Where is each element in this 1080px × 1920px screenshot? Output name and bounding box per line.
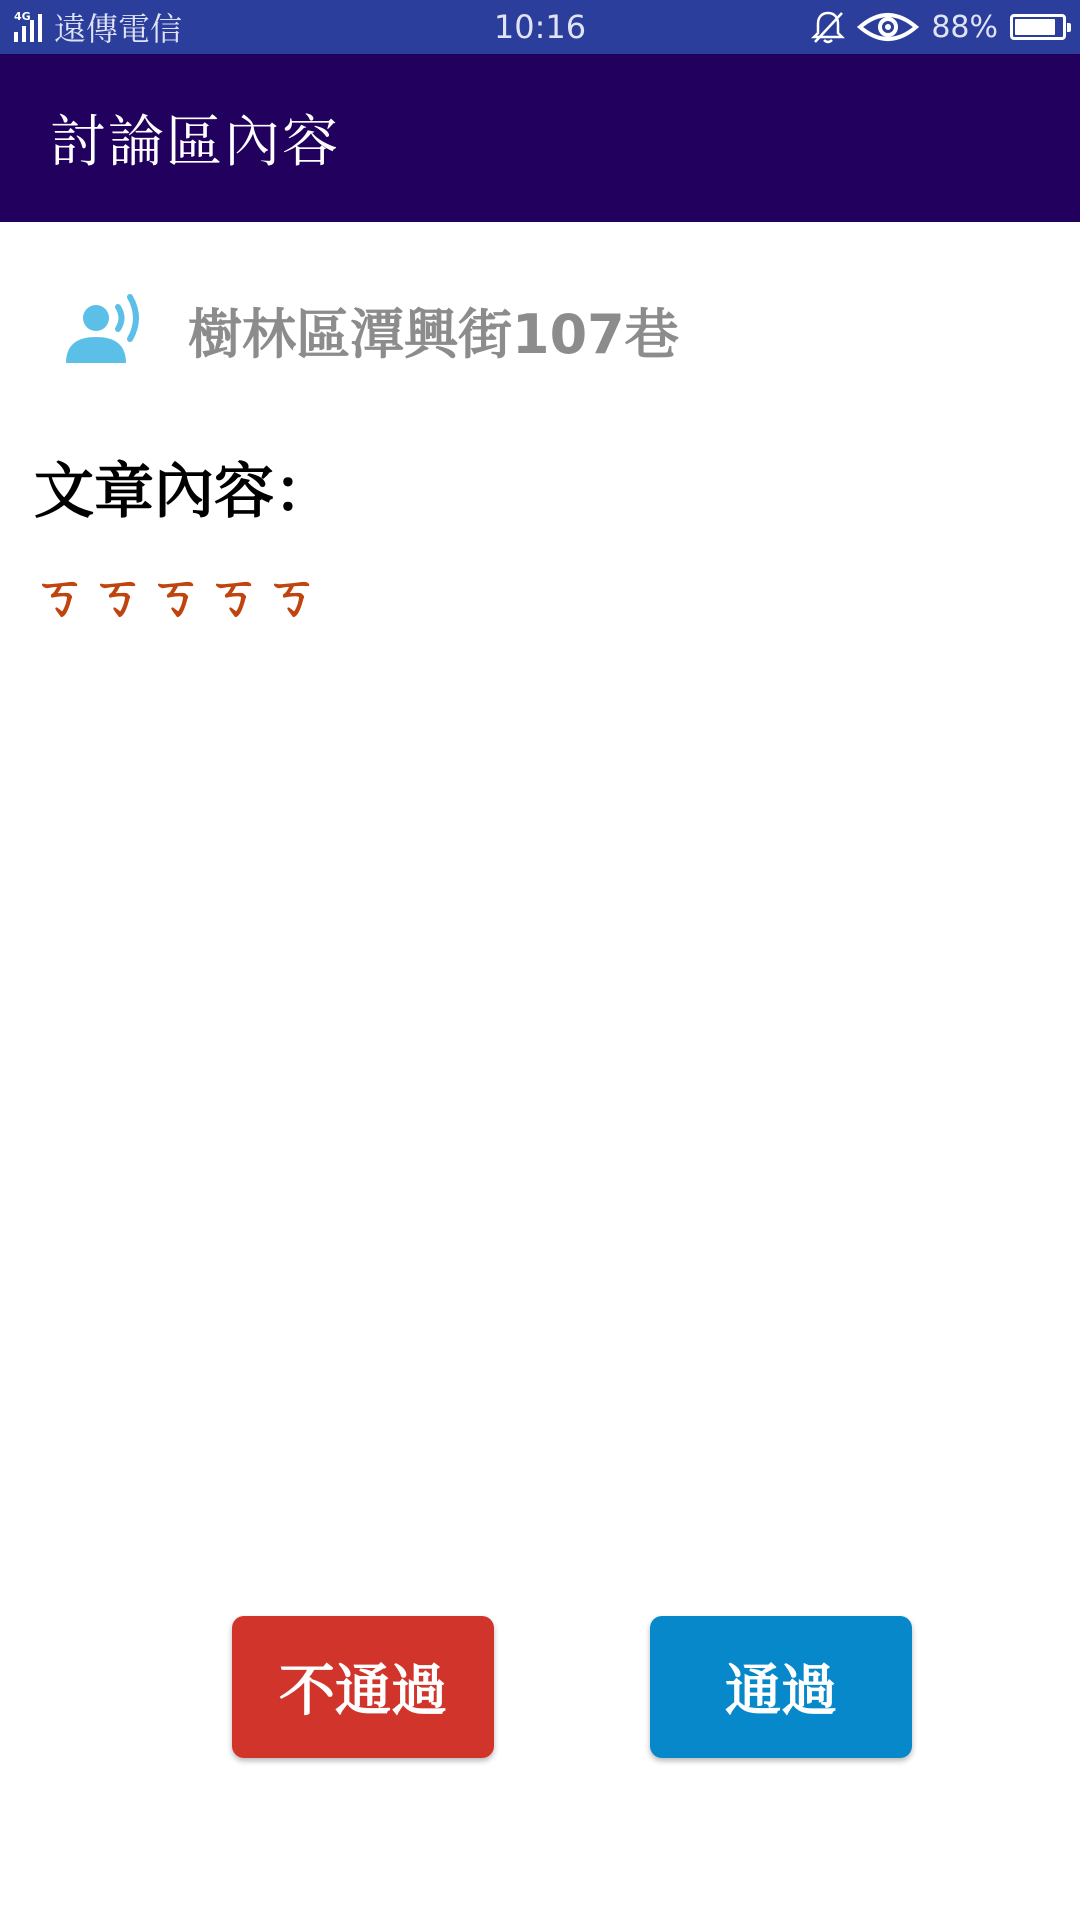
bell-off-icon [811,9,845,45]
status-bar-left [0,0,182,54]
battery-icon [1010,14,1066,40]
reject-button[interactable]: 不通過 [232,1616,494,1758]
post-content: ㄎㄎㄎㄎㄎ [34,567,325,627]
battery-percent: 88% [931,9,998,45]
status-bar [0,0,1080,54]
eye-icon [857,9,919,45]
page-title: 討論區內容 [50,110,340,175]
location-name: 樹林區潭興街107巷 [188,302,679,366]
network-type: 4G [14,10,31,23]
location-row [62,280,679,380]
status-time: 10:16 [493,8,587,46]
signal-icon [14,12,42,42]
person-broadcast-icon [62,285,152,375]
carrier-name: 遠傳電信 [54,10,183,48]
content-label: 文章內容： [34,457,334,527]
app-bar [0,54,1080,222]
status-bar-right [811,0,1066,54]
approve-button[interactable]: 通過 [650,1616,912,1758]
battery-fill [1015,19,1055,35]
